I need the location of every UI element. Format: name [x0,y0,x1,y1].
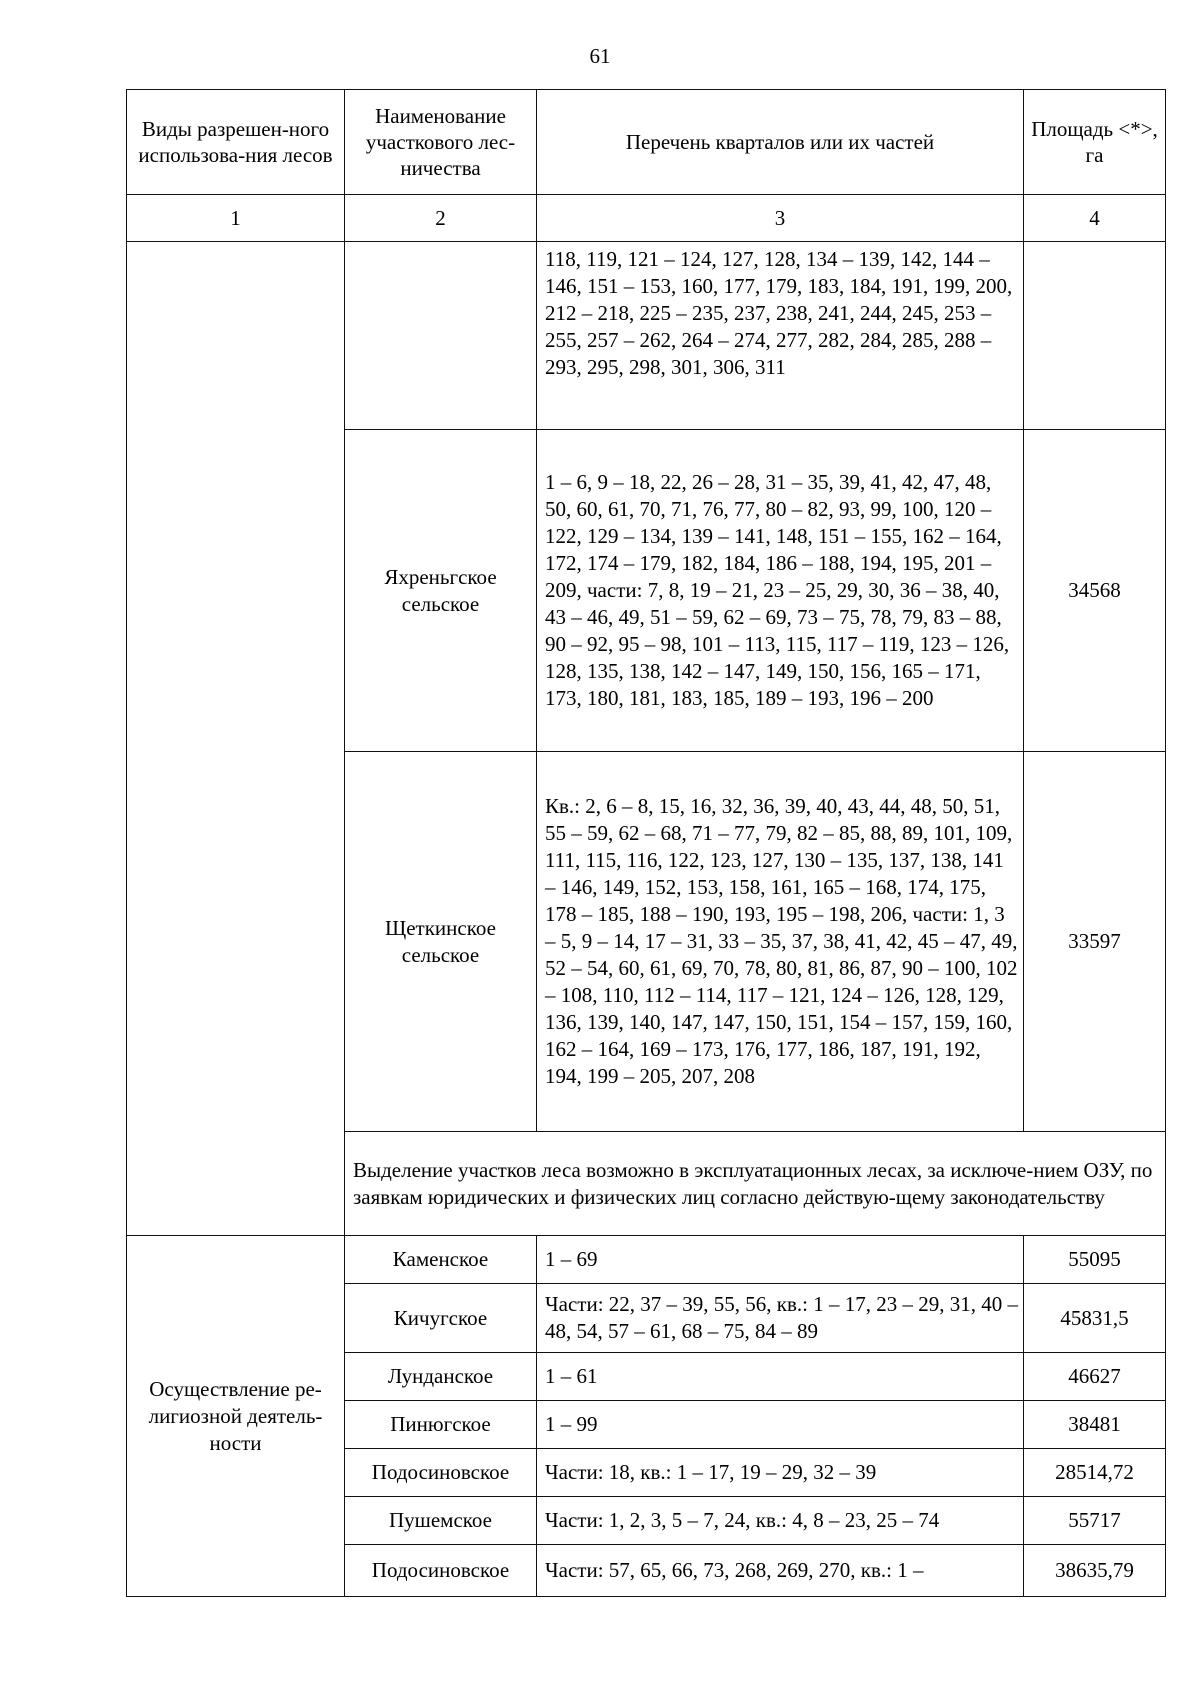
forestry-name-cell: Лунданское [345,1353,537,1401]
forest-use-table [126,89,1166,1597]
column-number-2: 2 [345,195,537,242]
area-cell: 55717 [1024,1497,1166,1545]
column-number-3: 3 [537,195,1024,242]
forestry-name-cell: Кичугское [345,1284,537,1353]
usage-type-cell: Осуществление ре-лигиозной деятель-ности [127,1236,345,1597]
column-number-row [127,195,1166,242]
area-cell: 34568 [1024,430,1166,752]
area-cell: 38635,79 [1024,1545,1166,1597]
forestry-name-cell: Пинюгское [345,1401,537,1449]
quarters-cell: Части: 22, 37 – 39, 55, 56, кв.: 1 – 17, 23 – 29, 31, 40 – 48, 54, 57 – 61, 68 – 75, 84 – 89 [537,1284,1024,1353]
forestry-name-cell: Пушемское [345,1497,537,1545]
forestry-name-cell: Подосиновское [345,1449,537,1497]
header-quarters-list: Перечень кварталов или их частей [537,90,1024,195]
quarters-cell: Части: 57, 65, 66, 73, 268, 269, 270, кв.: 1 – [537,1545,1024,1597]
column-number-1: 1 [127,195,345,242]
area-cell: 33597 [1024,752,1166,1132]
forestry-name-cell [345,242,537,430]
forestry-name-cell: Яхреньгское сельское [345,430,537,752]
quarters-cell: 1 – 99 [537,1401,1024,1449]
page-number: 61 [589,44,611,68]
area-cell: 45831,5 [1024,1284,1166,1353]
header-area: Площадь <*>, га [1024,90,1166,195]
table-row [127,1236,1166,1284]
quarters-cell: Части: 1, 2, 3, 5 – 7, 24, кв.: 4, 8 – 23, 25 – 74 [537,1497,1024,1545]
area-cell: 55095 [1024,1236,1166,1284]
area-cell: 28514,72 [1024,1449,1166,1497]
usage-type-cell-empty [127,242,345,1236]
header-forestry-name: Наименование участкового лес-ничества [345,90,537,195]
area-cell [1024,242,1166,430]
forestry-name-cell: Щеткинское сельское [345,752,537,1132]
quarters-cell: Кв.: 2, 6 – 8, 15, 16, 32, 36, 39, 40, 43, 44, 48, 50, 51, 55 – 59, 62 – 68, 71 – 77, 79, 82 – 85, 88, 89, 101, 109, 111, 115, 116, 122, 123, 127, 130 – 135, 137, 138, 141 – 146, 149, 152, 153, 158, 161, 165 – 168, 174, 175, 178 – 185, 188 – 190, 193, 195 – 198, 206, части: 1, 3 – 5, 9 – 14, 17 – 31, 33 – 35, 37, 38, 41, 42, 45 – 47, 49, 52 – 54, 60, 61, 69, 70, 78, 80, 81, 86, 87, 90 – 100, 102 – 108, 110, 112 – 114, 117 – 121, 124 – 126, 128, 129, 136, 139, 140, 147, 147, 150, 151, 154 – 157, 159, 160, 162 – 164, 169 – 173, 176, 177, 186, 187, 191, 192, 194, 199 – 205, 207, 208 [537,752,1024,1132]
column-number-4: 4 [1024,195,1166,242]
area-cell: 46627 [1024,1353,1166,1401]
quarters-cell: 118, 119, 121 – 124, 127, 128, 134 – 139, 142, 144 – 146, 151 – 153, 160, 177, 179, 183, 184, 191, 199, 200, 212 – 218, 225 – 235, 237, 238, 241, 244, 245, 253 – 255, 257 – 262, 264 – 274, 277, 282, 284, 285, 288 – 293, 295, 298, 301, 306, 311 [537,242,1024,430]
quarters-cell: Части: 18, кв.: 1 – 17, 19 – 29, 32 – 39 [537,1449,1024,1497]
table-row [127,242,1166,430]
header-row [127,90,1166,195]
header-usage-type: Виды разрешен-ного использова-ния лесов [127,90,345,195]
area-cell: 38481 [1024,1401,1166,1449]
forestry-name-cell: Подосиновское [345,1545,537,1597]
quarters-cell: 1 – 69 [537,1236,1024,1284]
quarters-cell: 1 – 6, 9 – 18, 22, 26 – 28, 31 – 35, 39, 41, 42, 47, 48, 50, 60, 61, 70, 71, 76, 77, 80 – 82, 93, 99, 100, 120 – 122, 129 – 134, 139 – 141, 148, 151 – 155, 162 – 164, 172, 174 – 179, 182, 184, 186 – 188, 194, 195, 201 – 209, части: 7, 8, 19 – 21, 23 – 25, 29, 30, 36 – 38, 40, 43 – 46, 49, 51 – 59, 62 – 69, 73 – 75, 78, 79, 83 – 88, 90 – 92, 95 – 98, 101 – 113, 115, 117 – 119, 123 – 126, 128, 135, 138, 142 – 147, 149, 150, 156, 165 – 171, 173, 180, 181, 183, 185, 189 – 193, 196 – 200 [537,430,1024,752]
quarters-cell: 1 – 61 [537,1353,1024,1401]
forestry-name-cell: Каменское [345,1236,537,1284]
section-note: Выделение участков леса возможно в эксплуатационных лесах, за исключе-нием ОЗУ, по заявкам юридических и физических лиц согласно действую-щему законодательству [345,1132,1166,1236]
